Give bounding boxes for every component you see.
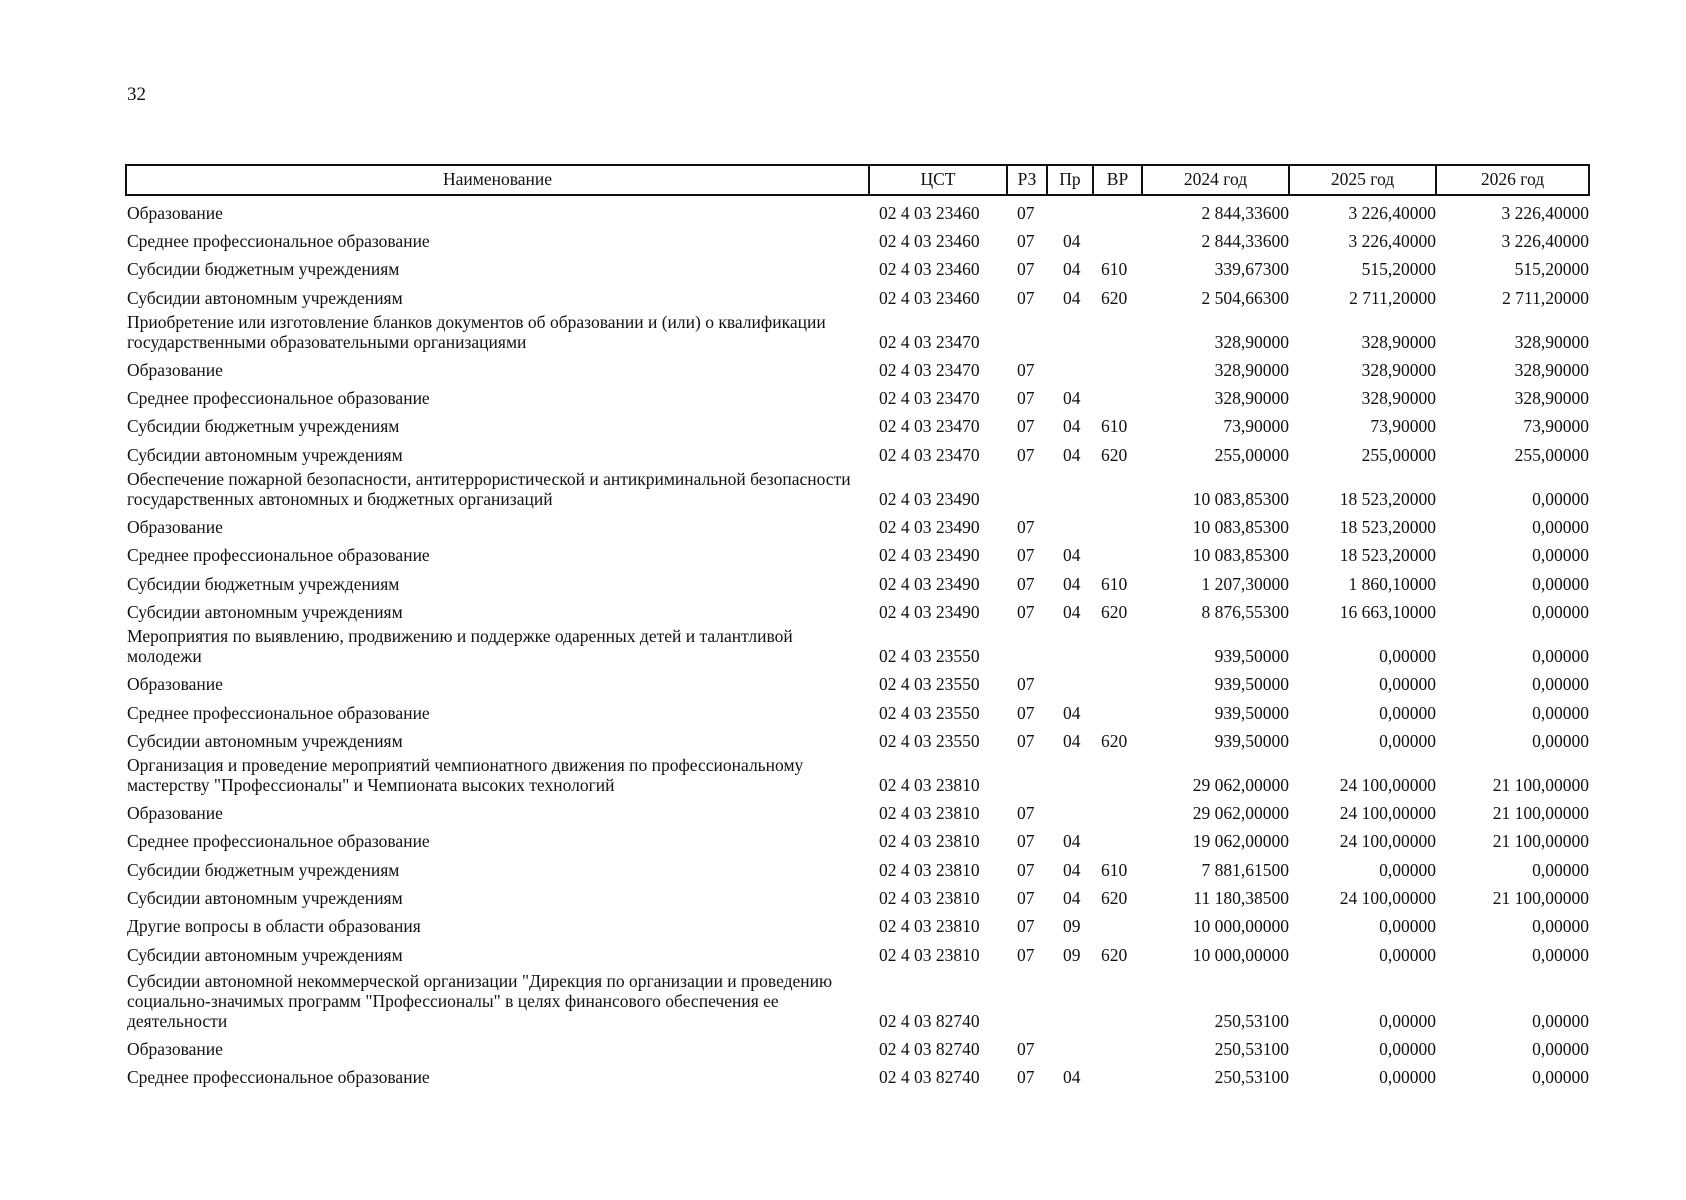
cell-pr: 04 [1063,573,1081,594]
cell-2025: 0,00000 [1379,730,1436,751]
cell-2025: 0,00000 [1379,1038,1436,1059]
budget-table [125,164,1590,1088]
cell-cst: 02 4 03 82740 [879,1067,980,1088]
cell-name: Субсидии автономным учреждениям [127,287,403,308]
table-row [126,695,1589,723]
cell-2026: 328,90000 [1514,331,1589,352]
cell-pr: 04 [1063,416,1081,437]
cell-cst: 02 4 03 23550 [879,730,980,751]
cell-2026: 0,00000 [1532,573,1589,594]
cell-2025: 255,00000 [1361,444,1436,465]
cell-cst: 02 4 03 23810 [879,944,980,965]
cell-name: Среднее профессиональное образование [127,231,430,251]
cell-name: Субсидии автономным учреждениям [127,888,403,909]
cell-2025: 18 523,20000 [1339,517,1436,538]
cell-rz: 07 [1017,545,1035,566]
cell-2024: 939,50000 [1214,645,1289,666]
table-row [126,1060,1589,1088]
cell-2025: 0,00000 [1379,1010,1436,1031]
table-row [126,308,1589,352]
cell-2024: 10 083,85300 [1192,545,1289,566]
cell-vr: 620 [1101,287,1128,308]
cell-2024: 10 000,00000 [1192,944,1289,965]
cell-name: Субсидии автономным учреждениям [127,730,403,751]
table-row [126,566,1589,594]
cell-pr: 04 [1063,888,1081,909]
cell-2026: 3 226,40000 [1501,231,1589,251]
cell-2025: 16 663,10000 [1339,601,1436,622]
table-row [126,1031,1589,1059]
cell-2026: 255,00000 [1514,444,1589,465]
cell-pr: 04 [1063,601,1081,622]
cell-pr: 09 [1063,944,1081,965]
cell-2024: 10 000,00000 [1192,916,1289,937]
cell-2024: 7 881,61500 [1201,859,1289,880]
cell-name: Другие вопросы в области образования [127,916,421,937]
cell-vr [1093,380,1142,408]
cell-2026: 0,00000 [1532,702,1589,723]
cell-2026: 0,00000 [1532,517,1589,538]
cell-pr [1047,308,1093,352]
cell-pr: 04 [1063,1067,1081,1088]
cell-name: Субсидии автономным учреждениям [127,601,403,622]
cell-2024: 29 062,00000 [1192,774,1289,795]
cell-vr [1093,223,1142,251]
cell-rz: 07 [1017,601,1035,622]
cell-cst: 02 4 03 23550 [879,645,980,666]
cell-rz: 07 [1017,259,1035,280]
cell-2025: 328,90000 [1361,388,1436,409]
cell-pr [1047,195,1093,223]
table-row [126,824,1589,852]
cell-name: Субсидии бюджетным учреждениям [127,859,400,880]
cell-2026: 0,00000 [1532,488,1589,509]
cell-2025: 515,20000 [1361,259,1436,280]
cell-pr [1047,352,1093,380]
cell-2025: 18 523,20000 [1339,488,1436,509]
cell-name: Субсидии бюджетным учреждениям [127,259,400,280]
cell-rz: 07 [1017,674,1035,695]
cell-cst: 02 4 03 23460 [879,202,980,223]
cell-2024: 73,90000 [1223,416,1289,437]
cell-2024: 11 180,38500 [1193,888,1289,909]
cell-2024: 10 083,85300 [1192,488,1289,509]
cell-cst: 02 4 03 23470 [879,388,980,409]
cell-pr: 04 [1063,444,1081,465]
cell-cst: 02 4 03 23810 [879,888,980,909]
cell-2024: 250,53100 [1214,1038,1289,1059]
cell-pr: 04 [1063,702,1081,723]
cell-rz: 07 [1017,803,1035,824]
cell-vr: 610 [1101,416,1128,437]
table-row [126,723,1589,751]
cell-2024: 1 207,30000 [1201,573,1289,594]
table-row [126,852,1589,880]
cell-vr: 620 [1101,601,1128,622]
header-2025: 2025 год [1289,165,1436,195]
cell-rz: 07 [1017,916,1035,937]
cell-pr: 04 [1063,287,1081,308]
cell-cst: 02 4 03 23810 [879,831,980,852]
cell-rz [1007,751,1047,795]
table-row [126,380,1589,408]
cell-vr [1093,195,1142,223]
cell-vr: 610 [1101,573,1128,594]
cell-2025: 328,90000 [1361,359,1436,380]
cell-name: Мероприятия по выявлению, продвижению и поддержке одаренных детей и талантливой молодежи [127,626,793,666]
cell-rz: 07 [1017,517,1035,538]
header-rz: РЗ [1007,165,1047,195]
cell-rz: 07 [1017,444,1035,465]
cell-name: Образование [127,359,223,380]
cell-pr [1047,667,1093,695]
cell-rz: 07 [1017,831,1035,852]
cell-pr [1047,795,1093,823]
cell-2026: 515,20000 [1514,259,1589,280]
cell-cst: 02 4 03 23810 [879,803,980,824]
cell-2026: 0,00000 [1532,916,1589,937]
cell-vr [1093,909,1142,937]
cell-vr [1093,795,1142,823]
cell-vr [1093,465,1142,509]
cell-2025: 24 100,00000 [1339,831,1436,852]
table-row [126,437,1589,465]
cell-pr [1047,465,1093,509]
cell-2025: 328,90000 [1361,331,1436,352]
cell-cst: 02 4 03 23470 [879,416,980,437]
cell-2024: 328,90000 [1214,388,1289,409]
cell-pr: 04 [1063,831,1081,852]
cell-cst: 02 4 03 23810 [879,916,980,937]
cell-rz: 07 [1017,388,1035,409]
cell-rz: 07 [1017,859,1035,880]
table-body [126,195,1589,1088]
cell-pr: 04 [1063,259,1081,280]
cell-rz: 07 [1017,1038,1035,1059]
cell-name: Приобретение или изготовление бланков документов об образовании и (или) о квалификации государственными образовательными организациями [127,312,826,352]
cell-2024: 250,53100 [1214,1067,1289,1088]
cell-2026: 0,00000 [1532,601,1589,622]
cell-cst: 02 4 03 23490 [879,545,980,566]
table-row [126,623,1589,667]
cell-2024: 8 876,55300 [1201,601,1289,622]
cell-name: Обеспечение пожарной безопасности, антитеррористической и антикриминальной безопасности государственных автономных и бюджетных организаций [127,469,851,509]
cell-2025: 0,00000 [1379,1067,1436,1088]
cell-2026: 0,00000 [1532,645,1589,666]
table-row [126,465,1589,509]
budget-table-wrapper [125,164,1588,1088]
cell-2026: 0,00000 [1532,730,1589,751]
cell-2026: 0,00000 [1532,944,1589,965]
cell-rz [1007,308,1047,352]
cell-vr [1093,352,1142,380]
table-row [126,352,1589,380]
cell-pr: 09 [1063,916,1081,937]
cell-2025: 18 523,20000 [1339,545,1436,566]
cell-2025: 0,00000 [1379,916,1436,937]
table-row [126,667,1589,695]
table-row [126,594,1589,622]
table-row [126,965,1589,1031]
cell-vr: 620 [1101,444,1128,465]
cell-cst: 02 4 03 23810 [879,859,980,880]
cell-2026: 0,00000 [1532,859,1589,880]
cell-rz: 07 [1017,702,1035,723]
cell-name: Среднее профессиональное образование [127,831,430,852]
cell-vr [1093,695,1142,723]
cell-2024: 2 844,33600 [1201,231,1289,251]
cell-2026: 2 711,20000 [1502,287,1589,308]
cell-cst: 02 4 03 23460 [879,259,980,280]
cell-2024: 939,50000 [1214,674,1289,695]
cell-cst: 02 4 03 23490 [879,488,980,509]
cell-2024: 939,50000 [1214,730,1289,751]
cell-cst: 02 4 03 23490 [879,601,980,622]
cell-2024: 10 083,85300 [1192,517,1289,538]
table-row [126,880,1589,908]
header-vr: ВР [1093,165,1142,195]
cell-2026: 73,90000 [1523,416,1589,437]
cell-2026: 0,00000 [1532,674,1589,695]
cell-vr [1093,308,1142,352]
cell-name: Субсидии бюджетным учреждениям [127,573,400,594]
cell-cst: 02 4 03 82740 [879,1038,980,1059]
cell-cst: 02 4 03 23490 [879,573,980,594]
cell-pr: 04 [1063,231,1081,251]
cell-2026: 21 100,00000 [1492,831,1589,852]
cell-vr [1093,667,1142,695]
cell-rz: 07 [1017,730,1035,751]
cell-vr [1093,1060,1142,1088]
cell-vr: 620 [1101,944,1128,965]
cell-2025: 0,00000 [1379,645,1436,666]
cell-rz: 07 [1017,416,1035,437]
cell-pr [1047,1031,1093,1059]
cell-rz: 07 [1017,888,1035,909]
cell-vr [1093,751,1142,795]
cell-pr: 04 [1063,730,1081,751]
table-row [126,223,1589,251]
cell-cst: 02 4 03 23460 [879,231,980,251]
cell-pr: 04 [1063,859,1081,880]
table-row [126,509,1589,537]
cell-cst: 02 4 03 23550 [879,702,980,723]
cell-2026: 328,90000 [1514,359,1589,380]
cell-name: Среднее профессиональное образование [127,1067,430,1088]
cell-rz: 07 [1017,231,1035,251]
cell-vr [1093,538,1142,566]
cell-cst: 02 4 03 82740 [879,1010,980,1031]
table-row [126,195,1589,223]
cell-2025: 0,00000 [1379,702,1436,723]
cell-pr: 04 [1063,545,1081,566]
cell-2024: 339,67300 [1214,259,1289,280]
cell-2024: 250,53100 [1214,1010,1289,1031]
cell-rz: 07 [1017,944,1035,965]
cell-2024: 328,90000 [1214,359,1289,380]
cell-vr: 620 [1101,730,1128,751]
header-2026: 2026 год [1436,165,1589,195]
cell-rz [1007,465,1047,509]
cell-2026: 0,00000 [1532,1067,1589,1088]
cell-2025: 24 100,00000 [1339,803,1436,824]
cell-vr [1093,824,1142,852]
cell-name: Образование [127,803,223,824]
cell-pr [1047,509,1093,537]
table-row [126,409,1589,437]
cell-name: Субсидии автономным учреждениям [127,944,403,965]
header-name: Наименование [126,165,869,195]
cell-rz: 07 [1017,202,1035,223]
cell-cst: 02 4 03 23550 [879,674,980,695]
cell-vr: 610 [1101,259,1128,280]
cell-name: Организация и проведение мероприятий чемпионатного движения по профессиональному мастерству "Профессионалы" и Чемпионата высоких технологий [127,755,804,795]
header-2024: 2024 год [1142,165,1289,195]
cell-cst: 02 4 03 23470 [879,359,980,380]
table-row [126,795,1589,823]
cell-2026: 21 100,00000 [1492,774,1589,795]
cell-2024: 2 504,66300 [1201,287,1289,308]
cell-2024: 939,50000 [1214,702,1289,723]
cell-rz: 07 [1017,287,1035,308]
cell-2024: 29 062,00000 [1192,803,1289,824]
cell-vr: 610 [1101,859,1128,880]
cell-2026: 21 100,00000 [1492,888,1589,909]
cell-vr [1093,965,1142,1031]
table-row [126,252,1589,280]
cell-pr [1047,623,1093,667]
cell-rz: 07 [1017,573,1035,594]
cell-rz [1007,965,1047,1031]
cell-vr [1093,509,1142,537]
table-header-row [126,165,1589,195]
cell-vr: 620 [1101,888,1128,909]
cell-2026: 0,00000 [1532,1010,1589,1031]
table-row [126,538,1589,566]
cell-2025: 3 226,40000 [1348,202,1436,223]
cell-2026: 21 100,00000 [1492,803,1589,824]
cell-name: Среднее профессиональное образование [127,545,430,566]
cell-2025: 2 711,20000 [1349,287,1436,308]
cell-pr: 04 [1063,388,1081,409]
cell-2026: 0,00000 [1532,1038,1589,1059]
cell-name: Образование [127,674,223,695]
cell-2025: 73,90000 [1370,416,1436,437]
cell-2024: 255,00000 [1214,444,1289,465]
cell-cst: 02 4 03 23490 [879,517,980,538]
cell-2025: 0,00000 [1379,674,1436,695]
cell-2024: 2 844,33600 [1201,202,1289,223]
cell-cst: 02 4 03 23470 [879,331,980,352]
cell-2024: 19 062,00000 [1192,831,1289,852]
cell-name: Образование [127,1038,223,1059]
table-row [126,751,1589,795]
cell-2025: 0,00000 [1379,944,1436,965]
cell-rz [1007,623,1047,667]
cell-2025: 3 226,40000 [1348,231,1436,251]
cell-name: Субсидии бюджетным учреждениям [127,416,400,437]
cell-name: Образование [127,517,223,538]
cell-2025: 24 100,00000 [1339,888,1436,909]
cell-2026: 0,00000 [1532,545,1589,566]
cell-pr [1047,751,1093,795]
cell-2025: 1 860,10000 [1348,573,1436,594]
cell-2025: 0,00000 [1379,859,1436,880]
table-row [126,909,1589,937]
header-pr: Пр [1047,165,1093,195]
table-row [126,937,1589,965]
cell-name: Среднее профессиональное образование [127,388,430,409]
cell-name: Образование [127,202,223,223]
cell-2025: 24 100,00000 [1339,774,1436,795]
cell-name: Субсидии автономным учреждениям [127,444,403,465]
cell-vr [1093,1031,1142,1059]
cell-rz: 07 [1017,1067,1035,1088]
cell-vr [1093,623,1142,667]
cell-cst: 02 4 03 23460 [879,287,980,308]
cell-cst: 02 4 03 23810 [879,774,980,795]
cell-pr [1047,965,1093,1031]
page-number: 32 [127,84,146,105]
header-cst: ЦСТ [869,165,1007,195]
cell-2024: 328,90000 [1214,331,1289,352]
cell-name: Среднее профессиональное образование [127,702,430,723]
table-row [126,280,1589,308]
cell-name: Субсидии автономной некоммерческой организации "Дирекция по организации и проведению социально-значимых программ "Профессионалы" в целях финансового обеспечения ее деятельности [127,971,833,1031]
cell-cst: 02 4 03 23470 [879,444,980,465]
cell-2026: 328,90000 [1514,388,1589,409]
cell-2026: 3 226,40000 [1501,202,1589,223]
cell-rz: 07 [1017,359,1035,380]
